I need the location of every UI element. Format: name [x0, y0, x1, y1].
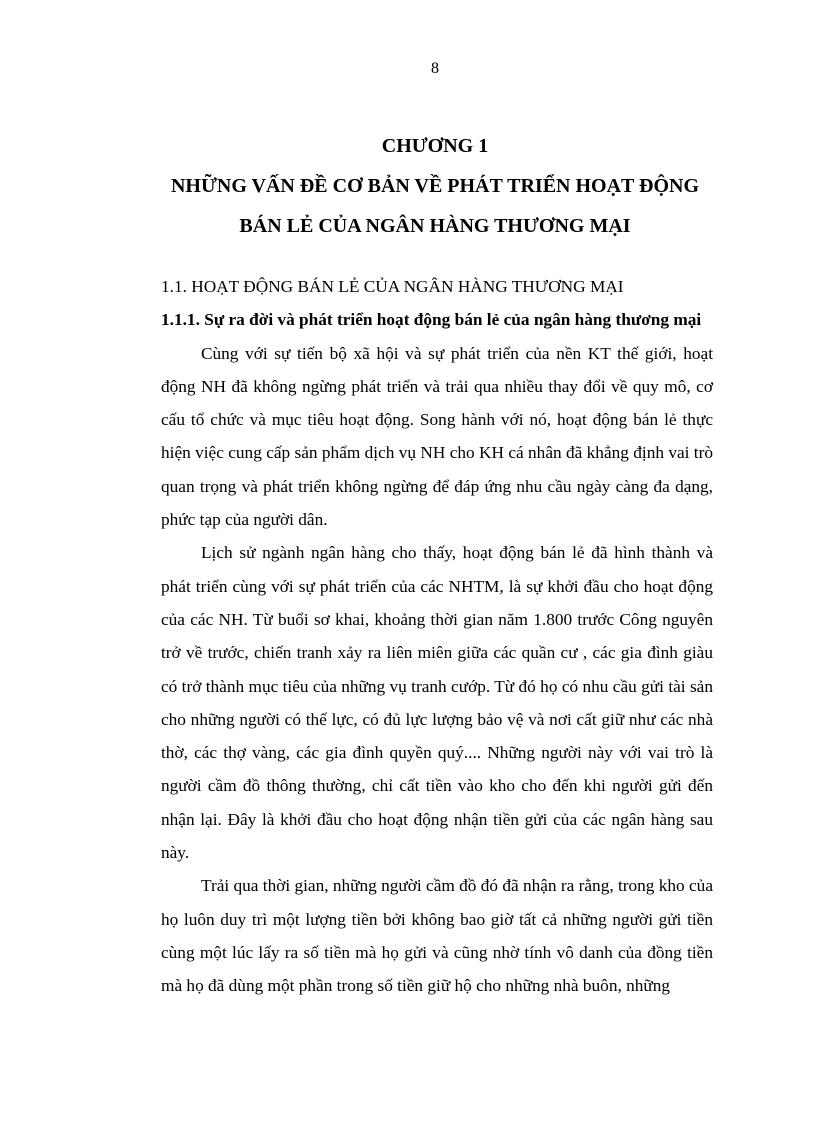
page-number: 8 — [431, 60, 439, 77]
chapter-title-line-2: BÁN LẺ CỦA NGÂN HÀNG THƯƠNG MẠI — [239, 215, 631, 237]
chapter-heading — [120, 126, 750, 246]
paragraph-3: Trải qua thời gian, những người cầm đồ đó đã nhận ra rằng, trong kho của họ luôn duy trì một lượng tiền bởi không bao giờ tất cả những người gửi tiền cùng một lúc lấy ra số tiền mà họ gửi và cũng nhờ tính vô danh của đồng tiền mà họ đã dùng một phần trong số tiền giữ hộ cho những nhà buôn, những — [161, 876, 713, 996]
paragraph-1: Cùng với sự tiến bộ xã hội và sự phát triển của nền KT thế giới, hoạt động NH đã không ngừng phát triển và trải qua nhiều thay đổi về quy mô, cơ cấu tổ chức và mục tiêu hoạt động. Song hành với nó, hoạt động bán lẻ thực hiện việc cung cấp sản phẩm dịch vụ NH cho KH cá nhân đã khẳng định vai trò quan trọng và phát triển không ngừng để đáp ứng nhu cầu ngày càng đa dạng, phức tạp của người dân. — [161, 343, 713, 530]
chapter-label: CHƯƠNG 1 — [381, 135, 489, 157]
chapter-title-line-1: NHỮNG VẤN ĐỀ CƠ BẢN VỀ PHÁT TRIỂN HOẠT ĐỘNG — [170, 175, 700, 197]
subsection-heading: 1.1.1. Sự ra đời và phát triển hoạt động bán lẻ của ngân hàng thương mại — [161, 310, 702, 330]
paragraph-2: Lịch sử ngành ngân hàng cho thấy, hoạt động bán lẻ đã hình thành và phát triển cùng với sự phát triển của các NHTM, là sự khởi đầu cho hoạt động của các NH. Từ buổi sơ khai, khoảng thời gian năm 1.800 trước Công nguyên trở về trước, chiến tranh xảy ra liên miên giữa các quần cư , các gia đình giàu có trở thành mục tiêu của những vụ tranh cướp. Từ đó họ có nhu cầu gửi tài sản cho những người có thế lực, có đủ lực lượng bảo vệ và nơi cất giữ như các nhà thờ, các thợ vàng, các gia đình quyền quý.... Những người này với vai trò là người cầm đồ thông thường, chỉ cất tiền vào kho cho đến khi người gửi đến nhận lại. Đây là khởi đầu cho hoạt động nhận tiền gửi của các ngân hàng sau này. — [161, 543, 713, 863]
body-content — [161, 270, 713, 1003]
section-heading: 1.1. HOẠT ĐỘNG BÁN LẺ CỦA NGÂN HÀNG THƯƠNG MẠI — [161, 277, 624, 296]
